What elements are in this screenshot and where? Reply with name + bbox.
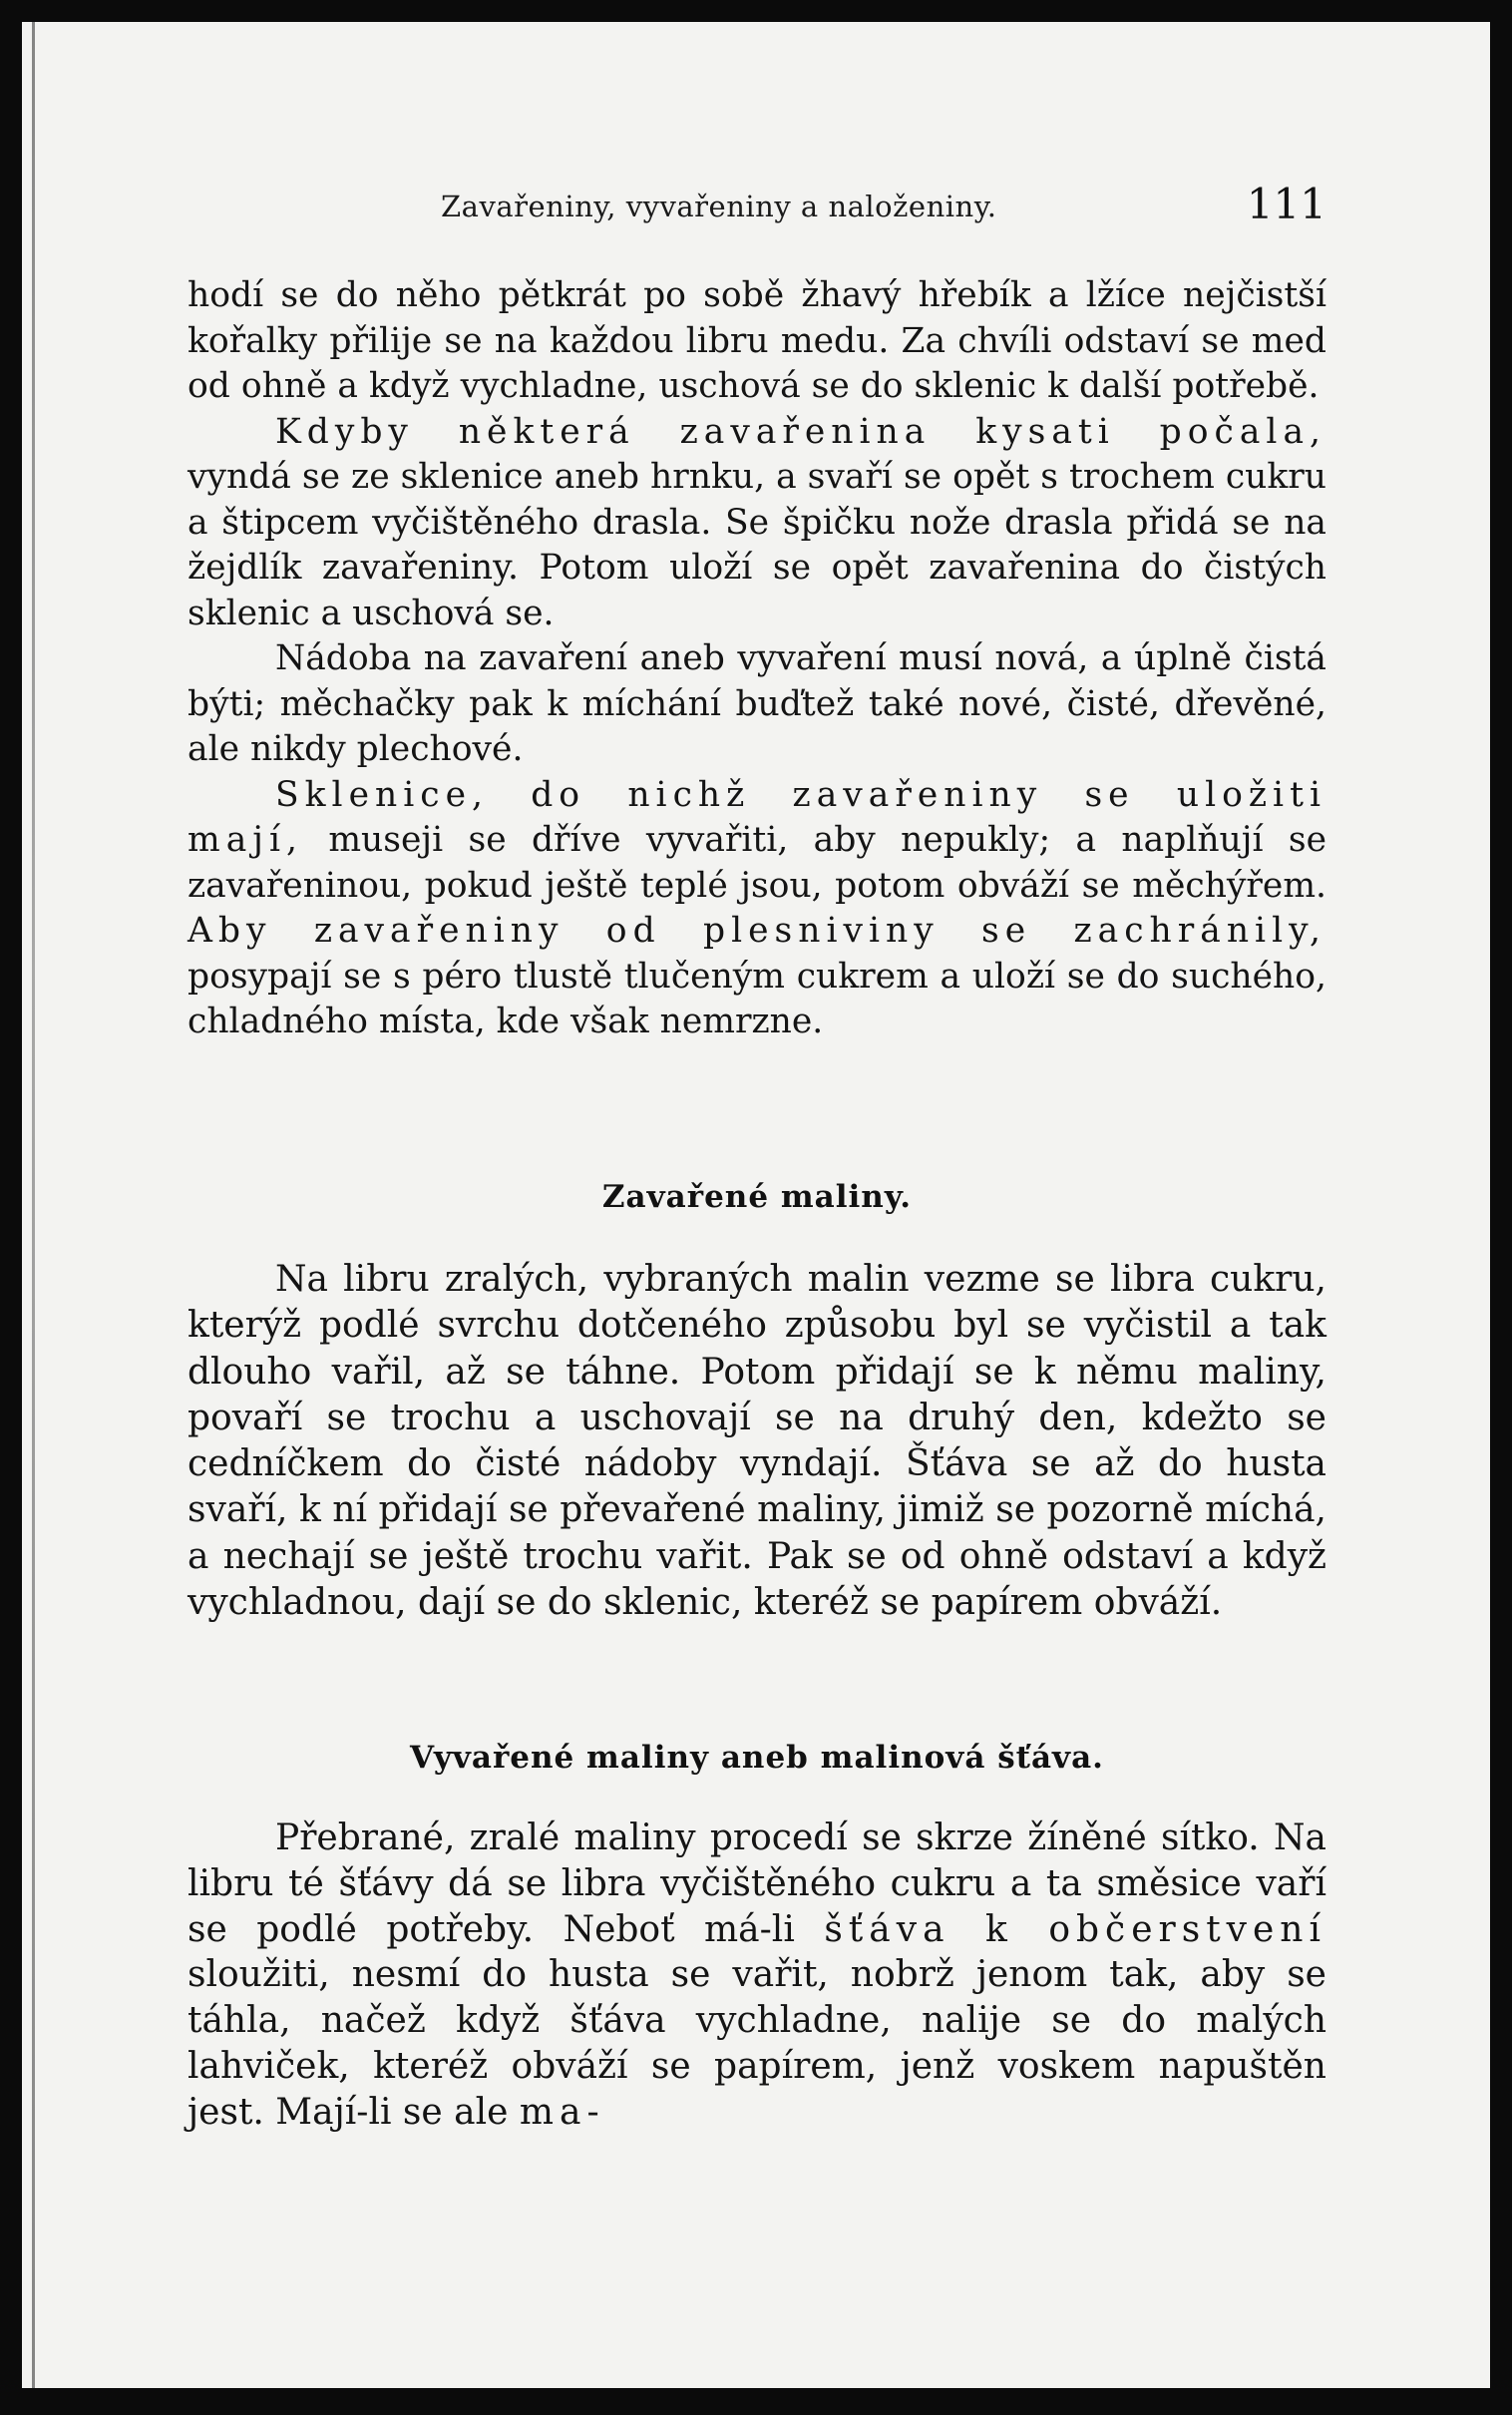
running-head: Zavařeniny, vyvařeniny a naloženiny. [441, 190, 997, 223]
paragraph [188, 1815, 1326, 2136]
section-intro-text [188, 273, 1326, 1045]
section-heading: Zavařené maliny. [601, 1179, 913, 1215]
paragraph [188, 773, 1326, 1045]
spaced-phrase: Sklenice, do nichž zavařeniny se uložiti mají, [188, 774, 1326, 860]
paragraph: Nádoba na zavaření aneb vyvaření musí nová, a úplně čistá býti; měchačky pak k míchání buďtež také nové, čisté, dřevěné, ale nikdy plechové. [188, 638, 1326, 769]
book-page [22, 22, 1490, 2388]
page-edge-line [32, 22, 35, 2388]
paragraph-text: Přebrané, zralé maliny procedí se skrze žíněné sítko. Na libru té šťávy dá se libra vyčištěného cukru a ta směsice vaří se podlé potřeby. Neboť má-li [188, 1817, 1326, 1950]
section-text [188, 1815, 1326, 2136]
page-number: 111 [1246, 180, 1326, 228]
section-text [188, 1257, 1326, 1626]
paragraph: Na libru zralých, vybraných malin vezme se libra cukru, kterýž podlé svrchu dotčeného způsobu byl se vyčistil a tak dlouho vařil, až se táhne. Potom přidají se k němu maliny, povaří se trochu a uschovají se na druhý den, kdežto se cedníčkem do čisté nádoby vyndají. Šťáva se až do husta svaří, k ní přidají se převařené maliny, jimiž se pozorně míchá, a nechají se ještě trochu vařit. Pak se od ohně odstaví a když vychladnou, dají se do sklenic, kteréž se papírem obváží. [188, 1259, 1326, 1624]
paragraph: hodí se do něho pětkrát po sobě žhavý hřebík a lžíce nejčistší kořalky přilije se na každou libru medu. Za chvíli odstaví se med od ohně a když vychladne, uschová se do sklenic k další potřebě. [188, 275, 1326, 406]
spaced-phrase: Aby zavařeniny od plesniviny se zachránily, [188, 911, 1326, 951]
paragraph-text: vyndá se ze sklenice aneb hrnku, a svaří se opět s trochem cukru a štipcem vyčištěného drasla. Se špičku nože drasla přidá se na žejdlík zavařeniny. Potom uloží se opět zavařenina do čistých sklenic a uschová se. [188, 457, 1326, 633]
paragraph-text: sloužiti, nesmí do husta se vařit, nobrž jenom tak, aby se táhla, načež když šťáva vychladne, nalije se do malých lahviček, kteréž obváží se papírem, jenž voskem napuštěn jest. Mají-li se ale [188, 1954, 1326, 2133]
section-heading: Vyvařené maliny aneb malinová šťáva. [410, 1740, 1104, 1776]
page-header [441, 172, 1326, 241]
spaced-phrase: šťáva k občerstvení [824, 1908, 1326, 1950]
paragraph-text: museji se dříve vyvařiti, aby nepukly; a naplňují se zavařeninou, pokud ještě teplé jsou, potom obváží se měchýřem. [188, 820, 1326, 906]
spaced-phrase: ma- [519, 2091, 605, 2133]
spaced-phrase: Kdyby některá zavařenina kysati počala, [275, 411, 1326, 452]
paragraph [188, 410, 1326, 637]
paragraph-text: posypají se s péro tlustě tlučeným cukrem a uloží se do suchého, chladného místa, kde však nemrzne. [188, 956, 1326, 1041]
